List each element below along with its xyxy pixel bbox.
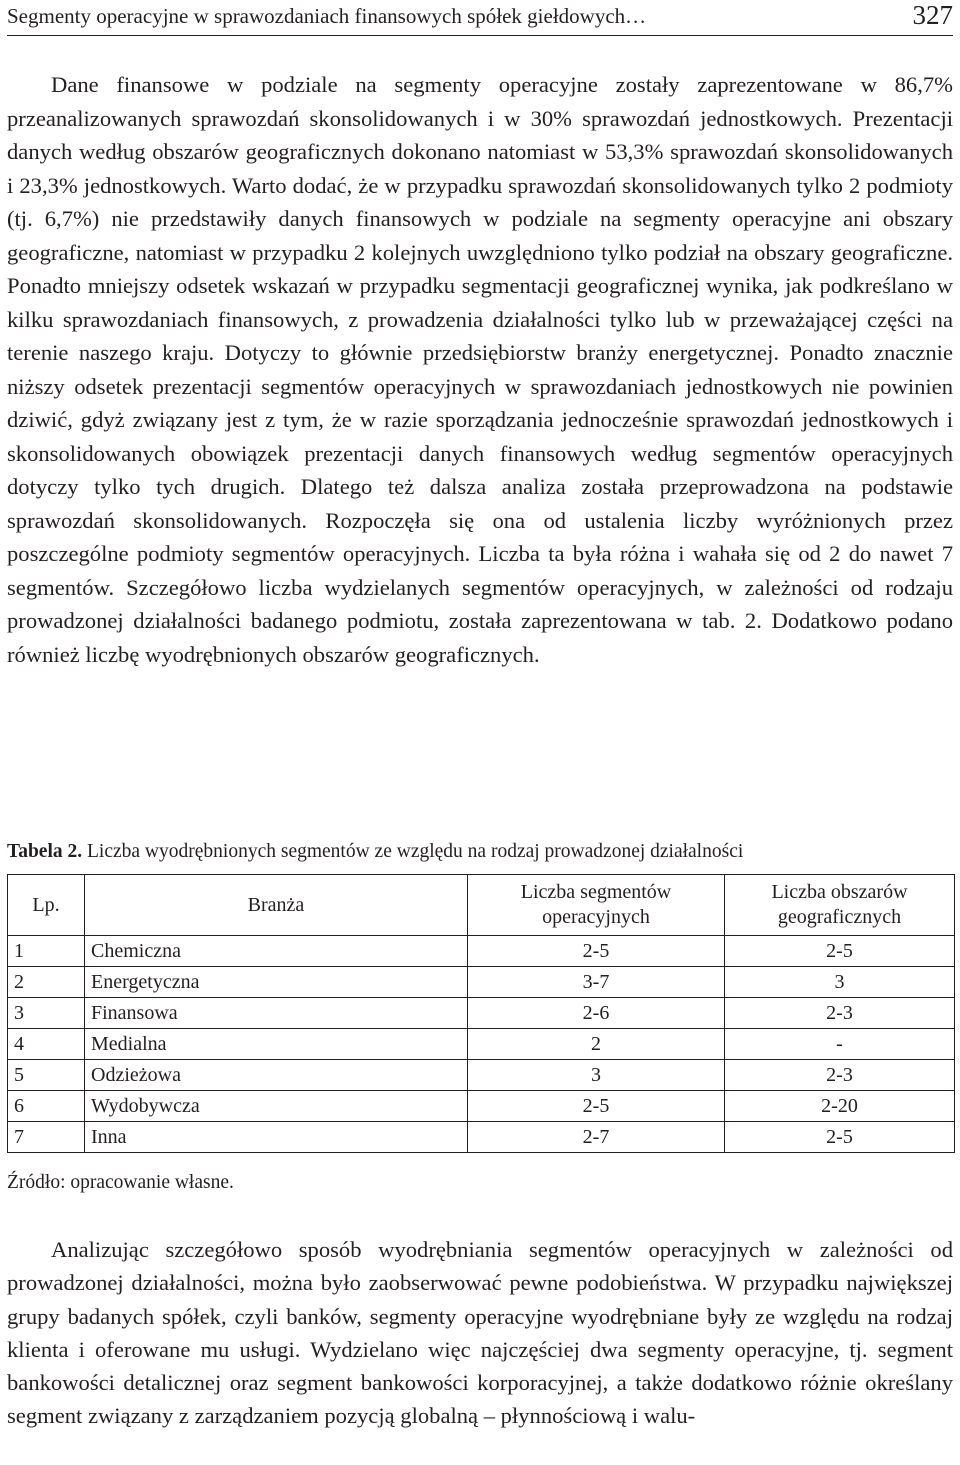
cell-branza: Chemiczna	[85, 936, 468, 967]
header-lp: Lp.	[8, 875, 85, 936]
cell-lp: 5	[8, 1060, 85, 1091]
header-segmenty	[468, 875, 725, 936]
table-row	[8, 936, 955, 967]
cell-obszary: 2-5	[725, 1122, 955, 1153]
cell-branza: Inna	[85, 1122, 468, 1153]
cell-obszary: 3	[725, 967, 955, 998]
header-obszary-line1: Liczba obszarów	[771, 881, 908, 903]
header-branza: Branża	[85, 875, 468, 936]
cell-segmenty: 2-6	[468, 998, 725, 1029]
header-segmenty-line2: operacyjnych	[542, 906, 650, 928]
body-paragraph-2: Analizując szczegółowo sposób wyodrębniania segmentów operacyjnych w zależności od prowadzonej działalności, można było zaobserwować pewne podobieństwa. W przypadku największej grupy badanych spółek, czyli banków, segmenty operacyjne wyodrębniane były ze względu na rodzaj klienta i oferowane mu usługi. Wydzielano więc najczęściej dwa segmenty operacyjne, tj. segment bankowości detalicznej oraz segment bankowości korporacyjnej, a także dodatkowo różnie określany segment związany z zarządzaniem pozycją globalną – płynnościową i walu-	[7, 1237, 953, 1429]
page-number: 327	[912, 0, 953, 30]
cell-lp: 1	[8, 936, 85, 967]
cell-lp: 6	[8, 1091, 85, 1122]
cell-lp: 4	[8, 1029, 85, 1060]
cell-branza: Finansowa	[85, 998, 468, 1029]
table-row	[8, 967, 955, 998]
cell-segmenty: 2-5	[468, 1091, 725, 1122]
cell-obszary: 2-3	[725, 998, 955, 1029]
cell-branza: Wydobywcza	[85, 1091, 468, 1122]
table-caption	[7, 841, 743, 863]
body-paragraph-1: Dane finansowe w podziale na segmenty operacyjne zostały zaprezentowane w 86,7% przeanalizowanych sprawozdań skonsolidowanych i w 30% sprawozdań jednostkowych. Prezentacji danych według obszarów geograficznych dokonano natomiast w 53,3% sprawozdań skonsolidowanych i 23,3% jednostkowych. Warto dodać, że w przypadku sprawozdań skonsolidowanych tylko 2 podmioty (tj. 6,7%) nie przedstawiły danych finansowych w podziale na segmenty operacyjne ani obszary geograficzne, natomiast w przypadku 2 kolejnych uwzględniono tylko podział na obszary geograficzne. Ponadto mniejszy odsetek wskazań w przypadku segmentacji geograficznej wynika, jak podkreślano w kilku sprawozdaniach finansowych, z prowadzenia działalności tylko lub w przeważającej części na terenie naszego kraju. Dotyczy to głównie przedsiębiorstw branży energetycznej. Ponadto znacznie niższy odsetek prezentacji segmentów operacyjnych w sprawozdaniach jednostkowych nie powinien dziwić, gdyż związany jest z tym, że w razie sporządzania jednocześnie sprawozdań jednostkowych i skonsolidowanych obowiązek prezentacji danych finansowych według segmentów operacyjnych dotyczy tylko tych drugich. Dlatego też dalsza analiza została przeprowadzona na podstawie sprawozdań skonsolidowanych. Rozpoczęła się ona od ustalenia liczby wyróżnionych przez poszczególne podmioty segmentów operacyjnych. Liczba ta była różna i wahała się od 2 do nawet 7 segmentów. Szczegółowo liczba wydzielanych segmentów operacyjnych, w zależności od rodzaju prowadzonej działalności badanego podmiotu, została zaprezentowana w tab. 2. Dodatkowo podano również liczbę wyodrębnionych obszarów geograficznych.	[7, 72, 953, 667]
cell-lp: 2	[8, 967, 85, 998]
cell-branza: Energetyczna	[85, 967, 468, 998]
table-row	[8, 1029, 955, 1060]
header-obszary-line2: geograficznych	[777, 906, 902, 928]
cell-lp: 7	[8, 1122, 85, 1153]
header-obszary	[725, 875, 955, 936]
running-title: Segmenty operacyjne w sprawozdaniach finansowych spółek giełdowych…	[7, 4, 647, 28]
table-caption-text: Liczba wyodrębnionych segmentów ze względu na rodzaj prowadzonej działalności	[82, 841, 744, 862]
segments-table	[7, 874, 955, 1153]
header-rule	[7, 35, 953, 36]
cell-segmenty: 2-5	[468, 936, 725, 967]
cell-segmenty: 2-7	[468, 1122, 725, 1153]
cell-obszary: 2-3	[725, 1060, 955, 1091]
cell-lp: 3	[8, 998, 85, 1029]
table-row	[8, 1091, 955, 1122]
table-row	[8, 998, 955, 1029]
table-source: Źródło: opracowanie własne.	[7, 1172, 234, 1193]
cell-branza: Medialna	[85, 1029, 468, 1060]
cell-obszary: 2-5	[725, 936, 955, 967]
table-header-row	[8, 875, 955, 936]
cell-obszary: 2-20	[725, 1091, 955, 1122]
table-row	[8, 1060, 955, 1091]
page-header	[7, 0, 953, 35]
cell-obszary: -	[725, 1029, 955, 1060]
cell-branza: Odzieżowa	[85, 1060, 468, 1091]
header-segmenty-line1: Liczba segmentów	[520, 881, 672, 903]
cell-segmenty: 3-7	[468, 967, 725, 998]
cell-segmenty: 3	[468, 1060, 725, 1091]
table-caption-label: Tabela 2.	[7, 841, 83, 862]
cell-segmenty: 2	[468, 1029, 725, 1060]
table-row	[8, 1122, 955, 1153]
